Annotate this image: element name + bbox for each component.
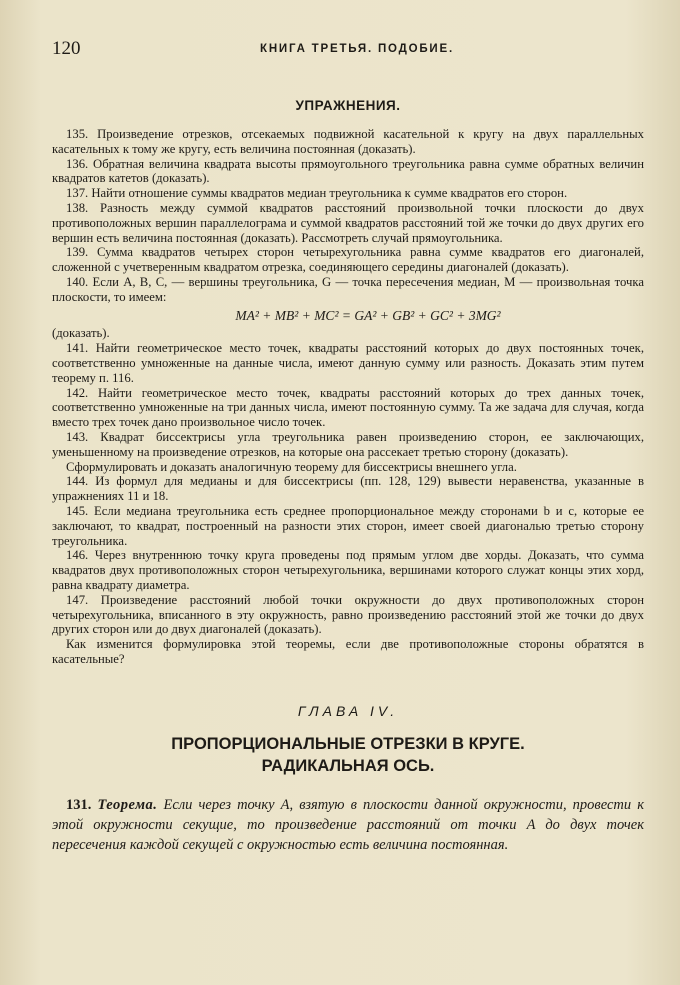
exercise-143: 143. Квадрат биссектрисы угла треугольника равен произведению сторон, ее заключающих, уменьшенному на произведение отрезков, на которые она рассекает третью сторону (доказать). bbox=[52, 429, 644, 459]
exercise-145: 145. Если медиана треугольника есть среднее пропорциональное между сторонами b и c, которые ее заключают, то квадрат, построенный на разности этих сторон, имеет своей диагональю третью сторону треугольника. bbox=[52, 503, 644, 548]
chapter-title-line-2: РАДИКАЛЬНАЯ ОСЬ. bbox=[261, 756, 435, 775]
theorem-name: Теорема. bbox=[97, 796, 158, 813]
exercise-136: 136. Обратная величина квадрата высоты прямоугольного треугольника равна сумме обратных величин квадратов катетов (доказать). bbox=[52, 156, 644, 186]
theorem-text: Если через точку A, взятую в плоскости данной окружности, провести к этой окружности секущие, то произведение расстояний от точки A до двух точек пересечения каждой секущей с окружностью есть величина постоянная. bbox=[52, 796, 644, 853]
formula-medians: MA² + MB² + MC² = GA² + GB² + GC² + 3MG² bbox=[235, 307, 501, 323]
exercises-list bbox=[52, 127, 644, 667]
page-number: 120 bbox=[52, 38, 81, 59]
exercise-137: 137. Найти отношение суммы квадратов медиан треугольника к сумме квадратов его сторон. bbox=[66, 186, 568, 201]
chapter-label: ГЛАВА IV. bbox=[297, 702, 399, 719]
theorem-number: 131. bbox=[66, 796, 92, 813]
exercise-140-end: (доказать). bbox=[52, 326, 110, 341]
exercise-144: 144. Из формул для медианы и для биссектрисы (пп. 128, 129) вывести неравенства, указанные в упражнениях 11 и 18. bbox=[52, 474, 644, 504]
exercise-147: 147. Произведение расстояний любой точки окружности до двух противоположных сторон четырехугольника, вписанного в эту окружность, равно произведению расстояний этой же точки до двух других сторон или до двух диагоналей (доказать). bbox=[52, 592, 644, 637]
exercise-143-note: Сформулировать и доказать аналогичную теорему для биссектрисы внешнего угла. bbox=[66, 459, 517, 474]
exercise-142: 142. Найти геометрическое место точек, квадраты расстояний которых до трех данных точек, соответственно умноженные на три данных числа, имеют постоянную сумму. Та же задача для случая, когда вместо трех точек дано произвольное число точек. bbox=[52, 385, 644, 430]
exercise-141: 141. Найти геометрическое место точек, квадраты расстояний которых до двух постоянных точек, соответственно умноженные на данные числа, имеют данную сумму или разность. Доказать этим путем теорему п. 116. bbox=[52, 341, 644, 385]
exercise-138: 138. Разность между суммой квадратов расстояний произвольной точки плоскости до двух противоположных вершин параллелограма и суммой квадратов расстояний той же точки до двух других его вершин есть величина постоянная (доказать). Рассмотреть случай прямоугольника. bbox=[52, 200, 644, 245]
exercise-140: 140. Если A, B, C, — вершины треугольника, G — точка пересечения медиан, M — произвольная точка плоскости, то имеем: bbox=[52, 274, 644, 304]
running-head bbox=[52, 38, 644, 60]
exercise-139: 139. Сумма квадратов четырех сторон четырехугольника равна сумме квадратов его диагоналей, сложенной с учетверенным квадратом отрезка, соединяющего середины диагоналей (доказать). bbox=[52, 245, 644, 275]
running-title: КНИГА ТРЕТЬЯ. ПОДОБИЕ. bbox=[260, 43, 454, 55]
chapter-title-line-1: ПРОПОРЦИОНАЛЬНЫЕ ОТРЕЗКИ В КРУГЕ. bbox=[171, 734, 525, 753]
theorem-131 bbox=[52, 795, 644, 855]
chapter-title bbox=[52, 733, 644, 777]
exercise-146: 146. Через внутреннюю точку круга проведены под прямым углом две хорды. Доказать, что сумма квадратов двух противоположных сторон четырехугольника, вершинами которого служат концы этих хорд, равна квадрату диаметра. bbox=[52, 548, 644, 592]
exercise-147-question: Как изменится формулировка этой теоремы, если две противоположные стороны обратятся в касательные? bbox=[52, 637, 644, 666]
section-title: УПРАЖНЕНИЯ. bbox=[295, 98, 401, 113]
exercise-135: 135. Произведение отрезков, отсекаемых подвижной касательной к кругу на двух параллельных касательных к тому же кругу, есть величина постоянная (доказать). bbox=[52, 127, 644, 156]
